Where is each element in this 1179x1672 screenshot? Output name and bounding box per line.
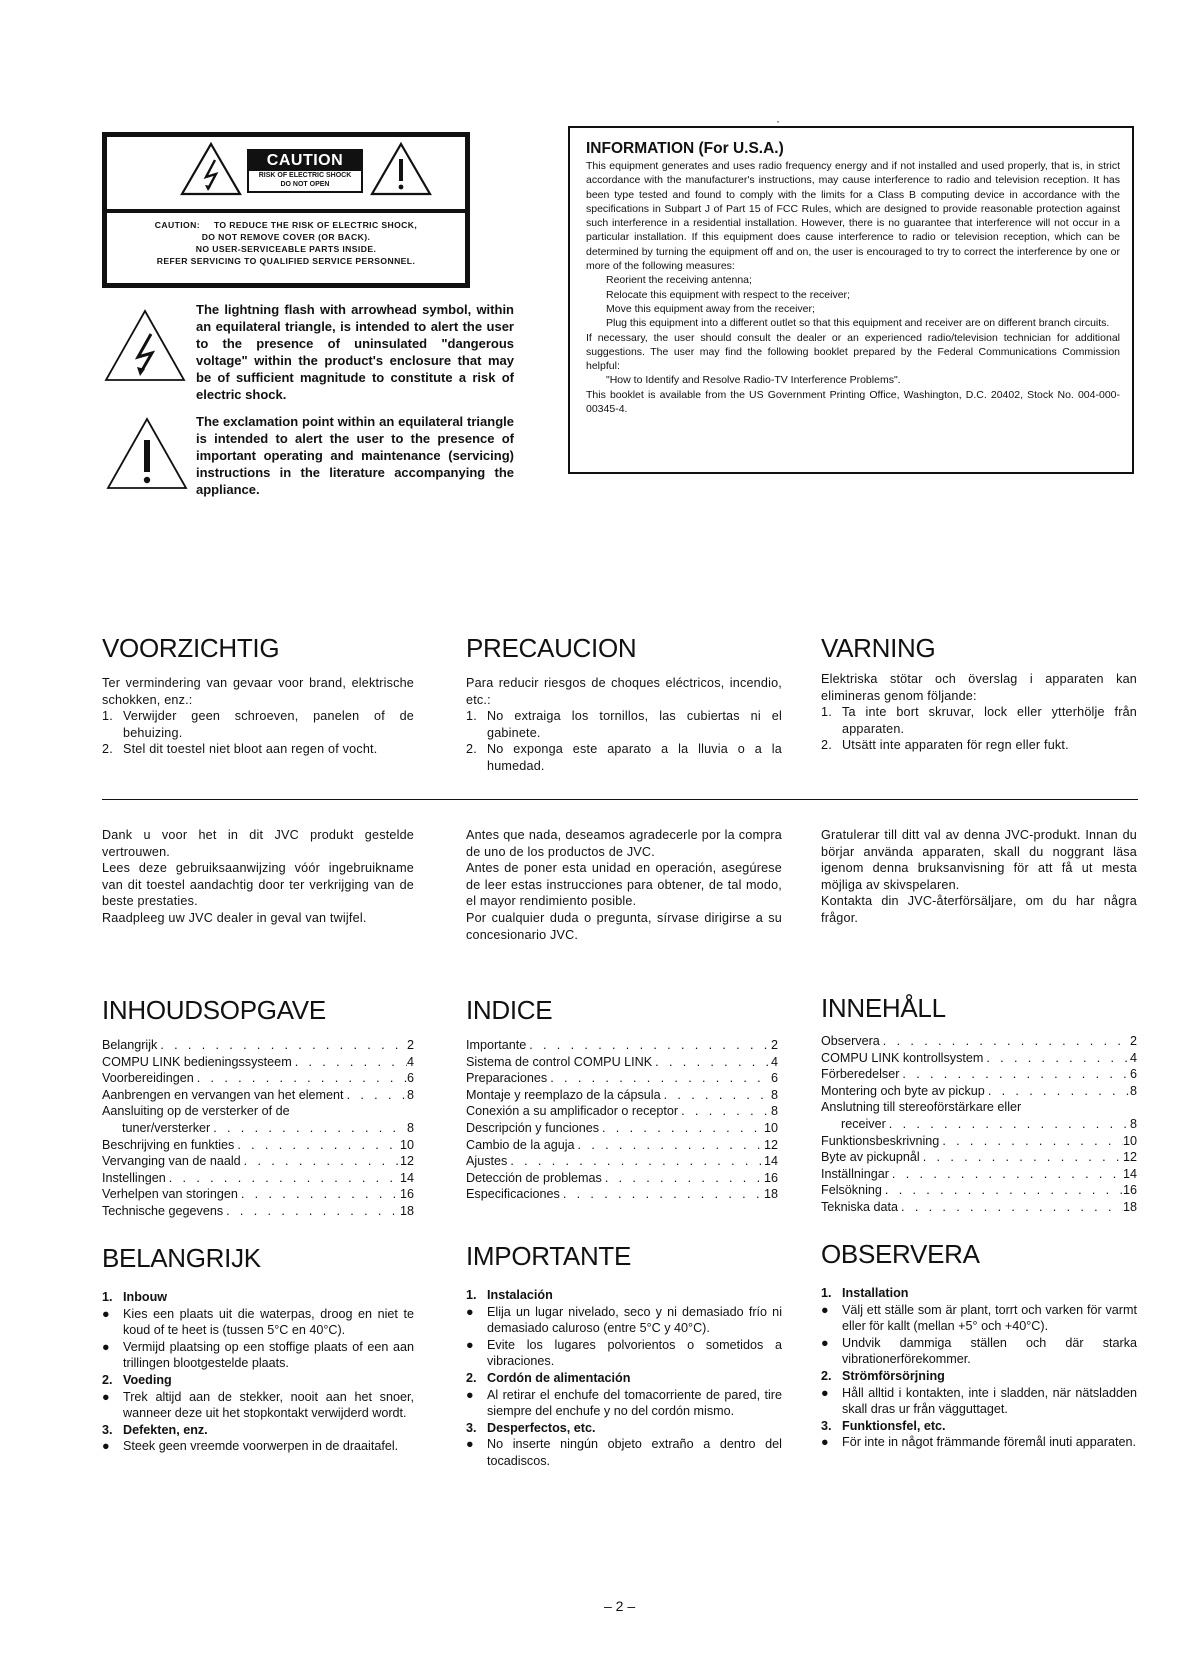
toc-label: Cambio de la aguja (466, 1137, 575, 1152)
toc-entry[interactable] (102, 1153, 414, 1170)
toc-leader (882, 1182, 1123, 1199)
toc-label: Ajustes (466, 1154, 508, 1169)
toc-list (102, 1037, 414, 1220)
toc-leader (886, 1116, 1130, 1133)
toc-leader (166, 1170, 400, 1187)
list-item (466, 741, 782, 774)
toc-entry[interactable] (466, 1087, 778, 1104)
list-item (466, 1436, 782, 1469)
toc-page: 8 (770, 1104, 778, 1119)
toc-page: 14 (763, 1154, 778, 1169)
list-item (102, 1389, 414, 1422)
item-number: 2. (466, 742, 477, 757)
toc-entry[interactable] (102, 1170, 414, 1187)
measure-item: Relocate this equipment with respect to the receiver; (606, 288, 850, 301)
toc-page: 18 (763, 1187, 778, 1202)
toc-label: Conexión a su amplificador o receptor (466, 1104, 679, 1119)
caution-text (111, 219, 461, 267)
bullet-icon: ● (466, 1304, 474, 1319)
toc-label: Verhelpen van storingen (102, 1187, 238, 1202)
toc-label: Montering och byte av pickup (821, 1083, 985, 1098)
item-number: 1. (102, 709, 113, 724)
toc-label: Aanbrengen en vervangen van het element (102, 1087, 344, 1102)
toc-label: Importante (466, 1038, 527, 1052)
item-text: Stel dit toestel niet bloot aan regen of vocht. (123, 742, 378, 757)
important-column-nl (102, 1243, 414, 1455)
toc-entry[interactable] (821, 1133, 1137, 1150)
item-text: Vermijd plaatsing op een stoffige plaats of een aan trillingen blootgestelde plaats. (123, 1339, 414, 1371)
toc-page: 12 (399, 1154, 414, 1169)
section-divider (102, 799, 1138, 800)
list-item (466, 1287, 782, 1304)
toc-label: Funktionsbeskrivning (821, 1133, 940, 1148)
toc-page: 8 (1129, 1083, 1137, 1098)
page-number: – 2 – (604, 1598, 636, 1614)
toc-heading: INHOUDSOPGAVE (102, 995, 326, 1025)
toc-leader (880, 1033, 1130, 1050)
toc-sub-line (102, 1120, 414, 1137)
toc-label-continued: tuner/versterker (122, 1120, 211, 1135)
toc-page: 10 (399, 1137, 414, 1152)
toc-label: COMPU LINK bedieningssysteem (102, 1054, 292, 1069)
toc-label: Förberedelser (821, 1067, 900, 1082)
toc-page: 8 (406, 1120, 414, 1135)
item-text: No exponga este aparato a la lluvia o a la humedad. (487, 742, 782, 773)
item-number: 1. (821, 705, 832, 720)
bullet-icon: ● (102, 1306, 110, 1321)
important-heading: OBSERVERA (821, 1239, 980, 1269)
caution-sub-1: RISK OF ELECTRIC SHOCK (258, 172, 352, 179)
bullet-icon: ● (102, 1389, 110, 1404)
toc-page: 16 (763, 1170, 778, 1185)
toc-sub-line (821, 1116, 1137, 1133)
toc-entry[interactable] (102, 1037, 414, 1054)
measure-item: Move this equipment away from the receiver; (606, 302, 815, 315)
toc-leader (234, 1137, 400, 1154)
important-list (821, 1285, 1137, 1451)
dot-mark: · (776, 114, 780, 128)
toc-entry[interactable] (102, 1054, 414, 1071)
exclamation-symbol-text: The exclamation point within an equilateral triangle is intended to alert the user to the presence of important operating and maintenance (servicing) instructions in the literature accompanying the appliance. (196, 414, 514, 497)
item-marker: 3. (821, 1418, 832, 1433)
toc-entry[interactable] (821, 1033, 1137, 1050)
thanks-text-sv: Gratulerar till ditt val av denna JVC-produkt. Innan du börjar använda apparaten, skall du noggrant läsa igenom denna bruksanvisning för att få ut mesta möjliga av skivspelaren. Kontakta din JVC-återförsäljare, om du har några frågor. (821, 828, 1137, 925)
list-item (466, 1370, 782, 1387)
item-marker: 1. (466, 1288, 477, 1302)
toc-page: 8 (770, 1087, 778, 1102)
item-marker: 2. (466, 1370, 477, 1385)
item-text: Elija un lugar nivelado, seco y ni demasiado frío ni demasiado caluroso (entre 5°C y 40°C). (487, 1304, 782, 1336)
list-item (102, 741, 414, 758)
lightning-symbol-text: The lightning flash with arrowhead symbol, within an equilateral triangle, is intended to alert the user to the presence of uninsulated "dangerous voltage" within the product's enclosure that may be of sufficient magnitude to constitute a risk of electric shock. (196, 302, 514, 402)
toc-page: 4 (770, 1054, 778, 1069)
toc-page: 10 (1122, 1133, 1137, 1148)
bullet-icon: ● (821, 1335, 829, 1350)
booklet-title: "How to Identify and Resolve Radio-TV Interference Problems". (606, 374, 901, 387)
information-title: INFORMATION (For U.S.A.) (586, 140, 784, 157)
toc-leader (526, 1037, 771, 1054)
caution-sub-2: DO NOT OPEN (280, 181, 330, 188)
information-paragraph: This booklet is available from the US Government Printing Office, Washington, D.C. 20402, Stock No. 004-000-00345-4. (586, 388, 1120, 416)
item-text: Voeding (123, 1372, 172, 1387)
toc-label: Anslutning till stereoförstärkare eller (821, 1100, 1022, 1115)
toc-entry[interactable] (466, 1186, 778, 1203)
caution-box (102, 132, 470, 288)
fcc-information-box (568, 126, 1134, 474)
list-item (102, 708, 414, 741)
toc-page: 2 (406, 1038, 414, 1052)
item-text: Trek altijd aan de stekker, nooit aan het snoer, wanneer deze uit het stopkontakt verwijderd wordt. (123, 1389, 414, 1421)
toc-entry[interactable] (466, 1120, 778, 1137)
toc-page: 6 (406, 1071, 414, 1086)
toc-page: 2 (770, 1038, 778, 1052)
toc-leader (661, 1087, 771, 1104)
list-item (466, 1304, 782, 1337)
list-item (821, 1385, 1137, 1418)
toc-entry[interactable] (466, 1037, 778, 1054)
item-marker: 3. (466, 1420, 477, 1435)
item-text: Instalación (487, 1288, 553, 1302)
toc-leader (241, 1153, 400, 1170)
toc-label: Tekniska data (821, 1199, 899, 1214)
list-item (821, 704, 1137, 737)
item-text: Ta inte bort skruvar, lock eller ytterhölje från apparaten. (842, 705, 1137, 736)
toc-entry[interactable] (466, 1054, 778, 1071)
toc-entry[interactable] (102, 1203, 414, 1220)
toc-leader (344, 1087, 407, 1104)
list-item (466, 1337, 782, 1370)
list-item (821, 1418, 1137, 1435)
item-text: No extraiga los tornillos, las cubiertas ni el gabinete. (487, 709, 782, 740)
important-heading: BELANGRIJK (102, 1243, 261, 1273)
list-item (821, 1434, 1137, 1451)
toc-label: Voorbereidingen (102, 1071, 194, 1086)
toc-leader (560, 1186, 764, 1203)
toc-label: Detección de problemas (466, 1170, 602, 1185)
toc-leader (898, 1199, 1123, 1216)
toc-entry[interactable] (102, 1087, 414, 1104)
toc-entry[interactable] (821, 1066, 1137, 1083)
toc-entry[interactable] (821, 1166, 1137, 1183)
toc-page: 16 (1122, 1183, 1137, 1198)
item-text: Inbouw (123, 1290, 168, 1304)
toc-label: Beschrijving en funkties (102, 1137, 235, 1152)
warning-heading: VARNING (821, 633, 936, 663)
toc-label: Vervanging van de naald (102, 1154, 241, 1169)
warning-list (821, 704, 1137, 754)
toc-leader (194, 1070, 407, 1087)
toc-entry[interactable] (102, 1103, 414, 1136)
list-item (821, 1368, 1137, 1385)
bullet-icon: ● (466, 1387, 474, 1402)
item-marker: 1. (821, 1286, 832, 1300)
toc-entry[interactable] (821, 1050, 1137, 1067)
important-heading: IMPORTANTE (466, 1241, 632, 1271)
item-number: 1. (466, 709, 477, 724)
list-item (466, 1420, 782, 1437)
toc-entry[interactable] (102, 1070, 414, 1087)
toc-label: Technische gegevens (102, 1203, 224, 1218)
caution-line: REFER SERVICING TO QUALIFIED SERVICE PERSONNEL. (156, 256, 416, 266)
toc-leader (602, 1170, 764, 1187)
toc-page: 10 (763, 1120, 778, 1135)
thanks-text-nl: Dank u voor het in dit JVC produkt gestelde vertrouwen. Lees deze gebruiksaanwijzing vóór ingebruikname van dit toestel aandachtig door ter verkrijging van de beste prestaties. Raadpleeg uw JVC dealer in geval van twijfel. (102, 828, 414, 925)
thanks-text-es: Antes que nada, deseamos agradecerle por la compra de uno de los productos de JVC. Antes de poner esta unidad en operación, asegúrese de leer estas instrucciones para obtener, de tal modo, el mayor rendimiento posible. Por cualquier duda o pregunta, sírvase dirigirse a su concesionario JVC. (466, 828, 782, 942)
toc-label: Inställningar (821, 1166, 889, 1181)
toc-leader (985, 1083, 1130, 1100)
toc-entry[interactable] (466, 1137, 778, 1154)
toc-entry[interactable] (821, 1099, 1137, 1132)
important-list (466, 1287, 782, 1470)
item-text: Steek geen vreemde voorwerpen in de draaitafel. (123, 1439, 399, 1454)
toc-leader (575, 1137, 764, 1154)
item-marker: 2. (102, 1372, 113, 1387)
toc-leader (238, 1186, 400, 1203)
warning-column-es (466, 633, 782, 775)
list-item (102, 1339, 414, 1372)
item-marker: 1. (102, 1290, 113, 1304)
list-item (102, 1422, 414, 1439)
measure-item: Plug this equipment into a different outlet so that this equipment and receiver are on different branch circuits. (606, 317, 1110, 330)
toc-label: Montaje y reemplazo de la cápsula (466, 1087, 661, 1102)
toc-page: 8 (1129, 1116, 1137, 1131)
toc-column-nl (102, 995, 414, 1220)
item-text: Strömförsörjning (842, 1368, 945, 1383)
toc-entry[interactable] (821, 1182, 1137, 1199)
measures-list (586, 273, 1120, 330)
item-text: Verwijder geen schroeven, panelen of de behuizing. (123, 709, 414, 740)
item-text: Välj ett ställe som är plant, torrt och varken för varmt eller för kallt (mellan +5° och +40°C). (842, 1302, 1137, 1334)
warning-intro: Elektriska stötar och överslag i apparaten kan elimineras genom följande: (821, 672, 1137, 703)
list-item (821, 1302, 1137, 1335)
bullet-icon: ● (102, 1439, 110, 1454)
toc-entry[interactable] (821, 1199, 1137, 1216)
toc-heading: INDICE (466, 995, 553, 1025)
toc-entry[interactable] (466, 1170, 778, 1187)
measure-item: Reorient the receiving antenna; (606, 274, 752, 287)
item-text: Undvik dammiga ställen och där starka vibrationerförekommer. (842, 1335, 1137, 1367)
item-text: Cordón de alimentación (487, 1370, 631, 1385)
toc-leader (223, 1203, 400, 1220)
information-paragraph: If necessary, the user should consult the dealer or an experienced radio/television technician for additional suggestions. The user may find the following booklet prepared by the Federal Communications Commission helpful: (586, 331, 1120, 373)
exclamation-warning-icon (369, 141, 433, 197)
warning-heading: VOORZICHTIG (102, 633, 280, 663)
toc-column-es (466, 995, 778, 1203)
item-text: No inserte ningún objeto extraño a dentro del tocadiscos. (487, 1437, 782, 1468)
warning-intro: Para reducir riesgos de choques eléctricos, incendio, etc.: (466, 676, 782, 707)
toc-page: 14 (399, 1170, 414, 1185)
item-text: Desperfectos, etc. (487, 1420, 596, 1435)
warning-list (466, 708, 782, 774)
bullet-icon: ● (821, 1385, 829, 1400)
toc-leader (678, 1103, 771, 1120)
list-item (466, 1387, 782, 1420)
item-text: Evite los lugares polvorientos o sometidos a vibraciones. (487, 1337, 782, 1369)
exclamation-triangle-icon (104, 416, 190, 492)
list-item (102, 1306, 414, 1339)
list-item (102, 1372, 414, 1389)
warning-column-nl (102, 633, 414, 758)
important-column-es (466, 1241, 782, 1470)
important-list (102, 1289, 414, 1455)
item-marker: 2. (821, 1368, 832, 1383)
list-item (821, 1285, 1137, 1302)
bullet-icon: ● (102, 1339, 110, 1354)
warning-heading: PRECAUCION (466, 633, 637, 663)
list-item (102, 1289, 414, 1306)
warning-intro: Ter vermindering van gevaar voor brand, elektrische schokken, enz.: (102, 676, 414, 707)
toc-label: Especificaciones (466, 1187, 560, 1202)
item-text: Installation (842, 1286, 909, 1300)
toc-entry[interactable] (821, 1083, 1137, 1100)
caution-line: NO USER-SERVICEABLE PARTS INSIDE. (195, 244, 377, 254)
toc-page: 2 (1129, 1034, 1137, 1048)
item-number: 2. (821, 738, 832, 753)
caution-line: CAUTION: TO REDUCE THE RISK OF ELECTRIC SHOCK, (154, 220, 418, 230)
toc-label: Sistema de control COMPU LINK (466, 1054, 653, 1069)
item-text: Al retirar el enchufe del tomacorriente de pared, tire siempre del enchufe y no del cordón mismo. (487, 1387, 782, 1419)
warning-column-sv (821, 633, 1137, 754)
toc-page: 8 (406, 1087, 414, 1102)
lightning-triangle-icon (102, 308, 188, 384)
item-text: Kies een plaats uit die waterpas, droog en niet te koud of te heet is (tussen 5°C en 40°C). (123, 1306, 414, 1338)
bullet-icon: ● (466, 1337, 474, 1352)
toc-entry[interactable] (102, 1186, 414, 1203)
item-text: Utsätt inte apparaten för regn eller fukt. (842, 738, 1069, 753)
warning-list (102, 708, 414, 758)
toc-label: Belangrijk (102, 1038, 158, 1052)
toc-page: 16 (399, 1187, 414, 1202)
toc-leader (939, 1133, 1123, 1150)
toc-leader (889, 1166, 1123, 1183)
item-text: Håll alltid i kontakten, inte i sladden, när nätsladden skall dras ur från vägguttaget. (842, 1385, 1137, 1417)
bullet-icon: ● (821, 1435, 829, 1450)
toc-list (821, 1033, 1137, 1216)
toc-page: 12 (1122, 1150, 1137, 1165)
toc-leader (507, 1153, 764, 1170)
toc-page: 6 (770, 1071, 778, 1086)
caution-title: CAUTION (249, 151, 361, 171)
toc-leader (652, 1054, 771, 1071)
important-column-sv (821, 1239, 1137, 1451)
toc-leader (599, 1120, 764, 1137)
list-item (102, 1438, 414, 1455)
toc-label: Instellingen (102, 1170, 166, 1185)
list-item (466, 708, 782, 741)
toc-label: Preparaciones (466, 1071, 548, 1086)
toc-leader (292, 1054, 407, 1071)
bullet-icon: ● (821, 1302, 829, 1317)
list-item (821, 737, 1137, 754)
toc-page: 18 (1122, 1199, 1137, 1214)
item-text: För inte in något främmande föremål inuti apparaten. (842, 1435, 1137, 1450)
toc-label: Descripción y funciones (466, 1120, 599, 1135)
item-marker: 3. (102, 1422, 113, 1437)
toc-entry[interactable] (821, 1149, 1137, 1166)
toc-leader (899, 1066, 1130, 1083)
toc-entry[interactable] (102, 1137, 414, 1154)
toc-page: 4 (1129, 1050, 1137, 1065)
toc-entry[interactable] (466, 1103, 778, 1120)
lightning-warning-icon (179, 141, 243, 197)
toc-page: 12 (763, 1137, 778, 1152)
toc-column-sv (821, 993, 1137, 1216)
toc-leader (983, 1050, 1130, 1067)
toc-page: 4 (406, 1054, 414, 1069)
toc-label: COMPU LINK kontrollsystem (821, 1050, 984, 1065)
item-number: 2. (102, 742, 113, 757)
caution-label (247, 149, 363, 193)
toc-leader (157, 1037, 407, 1054)
toc-entry[interactable] (466, 1153, 778, 1170)
toc-leader (920, 1149, 1123, 1166)
caution-line: DO NOT REMOVE COVER (OR BACK). (201, 232, 371, 242)
toc-page: 18 (399, 1203, 414, 1218)
toc-label-continued: receiver (841, 1116, 886, 1131)
toc-leader (547, 1070, 771, 1087)
item-text: Funktionsfel, etc. (842, 1418, 946, 1433)
item-text: Defekten, enz. (123, 1422, 208, 1437)
toc-heading: INNEHÅLL (821, 993, 946, 1023)
information-paragraph: This equipment generates and uses radio frequency energy and if not installed and used properly, that is, in strict accordance with the manufacturer's instructions, may cause interference to radio and television reception. It has been type tested and found to comply with the limits for a Class B computing device in accordance with the specifications in Subpart J of Part 15 of FCC Rules, which are designed to provide reasonable protection against such interference in a residential installation. However, there is no guarantee that interference will not occur in a particular installation. If this equipment does cause interference to radio or television reception, which can be determined by turning the equipment off and on, the user is encouraged to try to correct the interference by one or more of the following measures: (586, 160, 1120, 273)
toc-label: Aansluiting op de versterker of de (102, 1104, 290, 1119)
toc-label: Felsökning (821, 1183, 882, 1198)
toc-page: 6 (1129, 1067, 1137, 1082)
toc-label: Byte av pickupnål (821, 1150, 920, 1165)
toc-entry[interactable] (466, 1070, 778, 1087)
toc-page: 14 (1122, 1166, 1137, 1181)
list-item (821, 1335, 1137, 1368)
toc-label: Observera (821, 1034, 880, 1048)
toc-list (466, 1037, 778, 1203)
bullet-icon: ● (466, 1437, 474, 1452)
toc-leader (210, 1120, 407, 1137)
caution-divider (107, 209, 465, 213)
